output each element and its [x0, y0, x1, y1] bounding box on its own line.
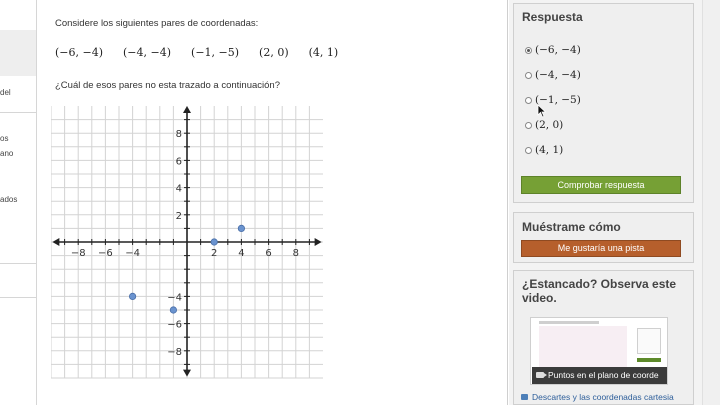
y-tick-label: 2	[175, 210, 182, 222]
radio-button[interactable]	[525, 122, 532, 129]
sidebar-item-fragment[interactable]: ano	[0, 149, 14, 158]
y-axis-arrow-down	[183, 370, 191, 377]
y-tick-label: −6	[167, 319, 182, 331]
coordinate-pair: (−6, −4)	[55, 46, 104, 59]
answer-choice[interactable]	[525, 69, 581, 81]
answer-choice[interactable]	[525, 144, 563, 156]
y-axis-arrow-up	[183, 106, 191, 113]
related-video-label: Descartes y las coordenadas cartesia	[532, 392, 674, 402]
right-column	[509, 0, 720, 405]
sidebar-item-fragment[interactable]: del	[0, 88, 11, 97]
video-thumbnail[interactable]	[530, 317, 668, 385]
sidebar-divider	[0, 263, 37, 264]
x-tick-label: 8	[292, 248, 299, 259]
radio-button[interactable]	[525, 72, 532, 79]
answer-choice-label: (2, 0)	[535, 119, 564, 131]
video-caption[interactable]	[532, 367, 667, 384]
video-title: ¿Estancado? Observa este video.	[522, 277, 677, 305]
x-tick-label: −6	[98, 248, 113, 259]
show-me-title: Muéstrame cómo	[522, 220, 621, 234]
check-answer-button[interactable]: Comprobar respuesta	[521, 176, 681, 194]
exercise-area	[38, 0, 508, 405]
show-me-panel	[513, 212, 694, 263]
coordinate-pair: (2, 0)	[259, 46, 289, 59]
page-scrollbar[interactable]	[702, 0, 720, 405]
x-tick-label: 4	[238, 248, 245, 259]
coordinate-pair: (4, 1)	[308, 46, 339, 59]
coordinate-plane-graph	[51, 103, 333, 385]
coordinate-pair: (−4, −4)	[123, 46, 172, 59]
answer-choice[interactable]	[525, 44, 581, 56]
plotted-point	[238, 225, 244, 231]
answer-choice-label: (4, 1)	[535, 144, 564, 156]
x-axis-arrow-right	[315, 238, 322, 246]
plotted-point	[170, 307, 176, 313]
y-tick-label: 6	[175, 156, 182, 168]
plotted-point	[211, 239, 217, 245]
thumbnail-text-line	[539, 321, 599, 324]
x-tick-label: 6	[265, 248, 272, 259]
answer-choice-label: (−1, −5)	[535, 94, 581, 106]
answer-choice[interactable]	[525, 119, 563, 131]
sidebar-active-item[interactable]	[0, 30, 37, 76]
x-tick-label: −4	[125, 248, 140, 259]
y-tick-label: −4	[167, 292, 182, 304]
x-tick-label: −8	[70, 248, 86, 259]
radio-button[interactable]	[525, 147, 532, 154]
x-axis-arrow-left	[52, 238, 59, 246]
hint-button[interactable]: Me gustaría una pista	[521, 240, 681, 257]
exercise-prompt: Considere los siguientes pares de coordenadas:	[55, 18, 259, 29]
x-tick-label: 2	[211, 248, 218, 259]
mouse-cursor-icon	[537, 104, 547, 118]
radio-button-checked[interactable]	[525, 47, 532, 54]
answer-choice[interactable]	[525, 94, 581, 106]
answer-panel	[513, 3, 694, 203]
video-camera-icon	[536, 372, 544, 378]
y-tick-label: −8	[167, 346, 182, 358]
video-panel	[513, 270, 694, 405]
related-video-link[interactable]	[521, 392, 674, 402]
coordinate-pair: (−1, −5)	[191, 46, 240, 59]
sidebar-divider	[0, 112, 37, 113]
left-sidebar	[0, 0, 37, 405]
plotted-point	[129, 293, 135, 299]
video-icon	[521, 394, 528, 400]
sidebar-item-fragment[interactable]: ados	[0, 195, 18, 204]
radio-button[interactable]	[525, 97, 532, 104]
exercise-question: ¿Cuál de esos pares no esta trazado a continuación?	[55, 80, 280, 91]
sidebar-divider	[0, 297, 37, 298]
answer-title: Respuesta	[522, 10, 583, 24]
video-caption-text: Puntos en el plano de coorde	[548, 370, 659, 380]
thumbnail-button	[637, 358, 661, 362]
coordinate-pairs	[55, 46, 358, 59]
y-tick-label: 4	[175, 183, 182, 195]
sidebar-item-fragment[interactable]: os	[0, 134, 9, 143]
y-tick-label: 8	[175, 129, 182, 141]
answer-choice-label: (−6, −4)	[535, 44, 581, 56]
answer-choice-label: (−4, −4)	[535, 69, 581, 81]
thumbnail-sidebar	[637, 328, 661, 354]
